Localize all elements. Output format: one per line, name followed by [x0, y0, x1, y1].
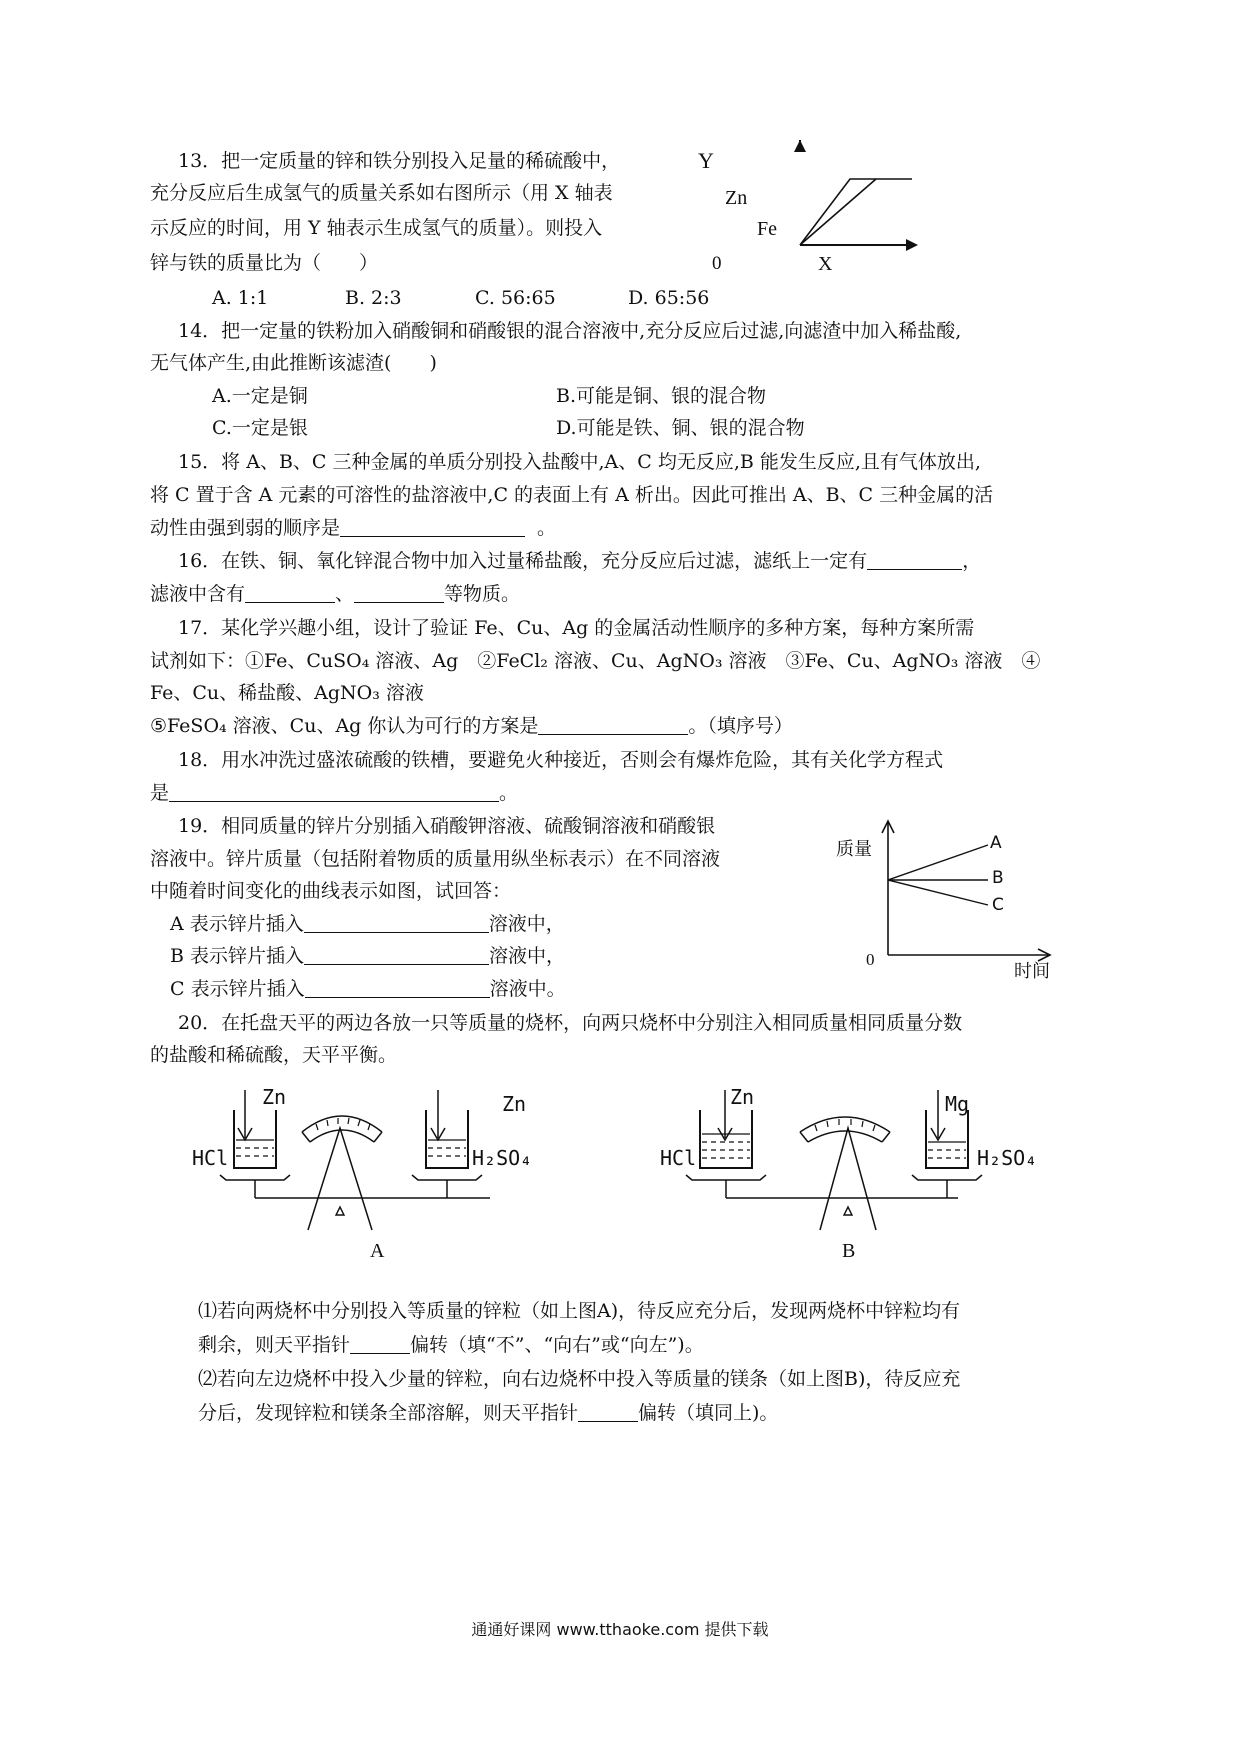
figure-b-left-metal: Zn [730, 1085, 755, 1109]
q13-line4: 锌与铁的质量比为（ ） [150, 252, 379, 274]
q16-line1 [178, 548, 981, 574]
footer-download-note: 通通好课网 www.tthaoke.com 提供下载 [471, 1620, 769, 1639]
fe-curve [800, 179, 876, 245]
q16-line2-sep: 、 [335, 583, 355, 605]
q18-line2 [150, 780, 518, 806]
q14-option-c: C.一定是银 [212, 417, 308, 439]
q20-part1-line2 [198, 1332, 704, 1358]
q19-line2: 溶液中。锌片质量（包括附着物质的质量用纵坐标表示）在不同溶液 [150, 848, 721, 870]
q13-option-d: D. 65:56 [628, 287, 710, 309]
q20-part2-line2-end: 偏转（填同上)。 [638, 1402, 779, 1424]
figure-b-right-metal: Mg [945, 1092, 970, 1116]
q19-answer-a-text: A 表示锌片插入 [170, 913, 304, 935]
q15-answer-blank[interactable] [340, 516, 525, 537]
q19-a-label: A [990, 833, 1002, 853]
q13-line3: 示反应的时间，用 Y 轴表示生成氢气的质量）。则投入 [150, 217, 603, 239]
q16-line2-end: 等物质。 [444, 583, 521, 605]
q13-graph [780, 140, 950, 260]
q17-line2: 试剂如下：①Fe、CuSO₄ 溶液、Ag ②FeCl₂ 溶液、Cu、AgNO₃ 溶液 ③Fe、Cu、AgNO₃ 溶液 ④ [150, 650, 1041, 672]
q20-part2-blank[interactable] [578, 1401, 638, 1422]
q20-part1-blank[interactable] [350, 1333, 410, 1354]
q16-filtrate-blank-2[interactable] [354, 582, 444, 603]
figure-a-right-acid: H₂SO₄ [472, 1146, 533, 1170]
q18-line1: 18．用水冲洗过盛浓硫酸的铁槽，要避免火种接近，否则会有爆炸危险，其有关化学方程式 [178, 749, 944, 771]
q19-b-label: B [992, 868, 1004, 888]
q19-blank-c[interactable] [305, 977, 490, 998]
curve-c [888, 880, 988, 905]
q19-answer-b-text: B 表示锌片插入 [170, 945, 305, 967]
q15-line3-end: 。 [537, 517, 557, 539]
q19-answer-c [170, 976, 566, 1002]
q13-line1: 13．把一定质量的锌和铁分别投入足量的稀硫酸中， [178, 150, 621, 172]
q17-line4-text: ⑤FeSO₄ 溶液、Cu、Ag 你认为可行的方案是 [150, 715, 539, 737]
q14-option-d: D.可能是铁、铜、银的混合物 [556, 417, 805, 439]
q19-answer-c-text: C 表示锌片插入 [170, 978, 305, 1000]
q19-answer-b-end: 溶液中， [489, 945, 566, 967]
q19-answer-c-end: 溶液中。 [489, 978, 566, 1000]
q19-origin-label: 0 [866, 950, 875, 969]
q19-graph [870, 815, 1070, 965]
balance-figure-a [190, 1080, 610, 1230]
figure-b-right-acid: H₂SO₄ [977, 1146, 1038, 1170]
q15-line1: 15．将 A、B、C 三种金属的单质分别投入盐酸中,A、C 均无反应,B 能发生反应,且有气体放出, [178, 451, 981, 473]
q20-part2-line1: ⑵若向左边烧杯中投入少量的锌粒，向右边烧杯中投入等质量的镁条（如上图B)，待反应充 [198, 1368, 961, 1390]
q13-line2: 充分反应后生成氢气的质量关系如右图所示（用 X 轴表 [150, 182, 613, 204]
q19-c-label: C [992, 895, 1004, 915]
q20-line1: 20．在托盘天平的两边各放一只等质量的烧杯，向两只烧杯中分别注入相同质量相同质量分数 [178, 1012, 963, 1034]
q19-x-label: 时间 [1014, 961, 1050, 982]
q13-y-label: Y [698, 148, 714, 173]
figure-b-caption: B [842, 1240, 856, 1262]
q16-filter-paper-blank[interactable] [867, 549, 962, 570]
q19-answer-a-end: 溶液中， [488, 913, 565, 935]
q17-line1: 17．某化学兴趣小组，设计了验证 Fe、Cu、Ag 的金属活动性顺序的多种方案，每种方案所需 [178, 617, 975, 639]
q16-filtrate-blank-1[interactable] [245, 582, 335, 603]
q20-part2-line2-text: 分后，发现锌粒和镁条全部溶解，则天平指针 [198, 1402, 579, 1424]
figure-a-right-metal: Zn [502, 1092, 527, 1116]
q14-line1: 14．把一定量的铁粉加入硝酸铜和硝酸银的混合溶液中,充分反应后过滤,向滤渣中加入稀盐酸, [178, 320, 962, 342]
q15-line3 [150, 515, 556, 541]
q14-option-a: A.一定是铜 [212, 385, 308, 407]
q19-blank-a[interactable] [304, 912, 489, 933]
q17-answer-blank[interactable] [538, 714, 688, 735]
q20-line2: 的盐酸和稀硫酸，天平平衡。 [150, 1044, 398, 1066]
curve-a [888, 845, 988, 880]
q20-part1-line2-end: 偏转（填“不”、“向右”或“向左”)。 [410, 1334, 704, 1356]
q16-line2-text: 滤液中含有 [150, 583, 246, 605]
q19-answer-b [170, 943, 565, 969]
q17-line4 [150, 713, 793, 739]
q18-line2-end: 。 [499, 782, 519, 804]
q13-fe-label: Fe [757, 218, 777, 240]
q15-line3-text: 动性由强到弱的顺序是 [150, 517, 341, 539]
q19-line3: 中随着时间变化的曲线表示如图，试回答： [150, 880, 512, 902]
q14-option-b: B.可能是铜、银的混合物 [556, 385, 767, 407]
q19-blank-b[interactable] [304, 944, 489, 965]
q16-line1-text: 16．在铁、铜、氧化锌混合物中加入过量稀盐酸，充分反应后过滤，滤纸上一定有 [178, 550, 868, 572]
q13-option-a: A. 1:1 [212, 287, 269, 309]
figure-a-left-acid: HCl [192, 1146, 229, 1170]
q15-line2: 将 C 置于含 A 元素的可溶性的盐溶液中,C 的表面上有 A 析出。因此可推出 A、B、C 三种金属的活 [150, 484, 994, 506]
q18-line2-text: 是 [150, 782, 170, 804]
q13-x-label: X [818, 253, 833, 275]
q20-part2-line2 [198, 1400, 778, 1426]
q16-line2 [150, 581, 520, 607]
q18-equation-blank[interactable] [169, 781, 499, 802]
q17-line4-end: 。（填序号） [688, 715, 793, 737]
q19-answer-a [170, 911, 565, 937]
figure-b-left-acid: HCl [660, 1146, 697, 1170]
q17-line3: Fe、Cu、稀盐酸、AgNO₃ 溶液 [150, 682, 424, 704]
q20-part1-line1: ⑴若向两烧杯中分别投入等质量的锌粒（如上图A)，待反应充分后，发现两烧杯中锌粒均有 [198, 1300, 961, 1322]
q16-line1-end: ， [962, 550, 982, 572]
zn-curve [800, 179, 912, 245]
q13-origin-label: 0 [712, 253, 722, 274]
q14-line2: 无气体产生,由此推断该滤渣( ) [150, 352, 437, 374]
figure-a-left-metal: Zn [262, 1085, 287, 1109]
q13-option-b: B. 2:3 [345, 287, 402, 309]
figure-a-caption: A [370, 1240, 385, 1262]
q19-line1: 19．相同质量的锌片分别插入硝酸钾溶液、硫酸铜溶液和硝酸银 [178, 815, 716, 837]
q20-part1-line2-text: 剩余，则天平指针 [198, 1334, 351, 1356]
q13-option-c: C. 56:65 [475, 287, 556, 309]
q13-zn-label: Zn [725, 187, 748, 209]
q19-y-label: 质量 [836, 839, 872, 860]
